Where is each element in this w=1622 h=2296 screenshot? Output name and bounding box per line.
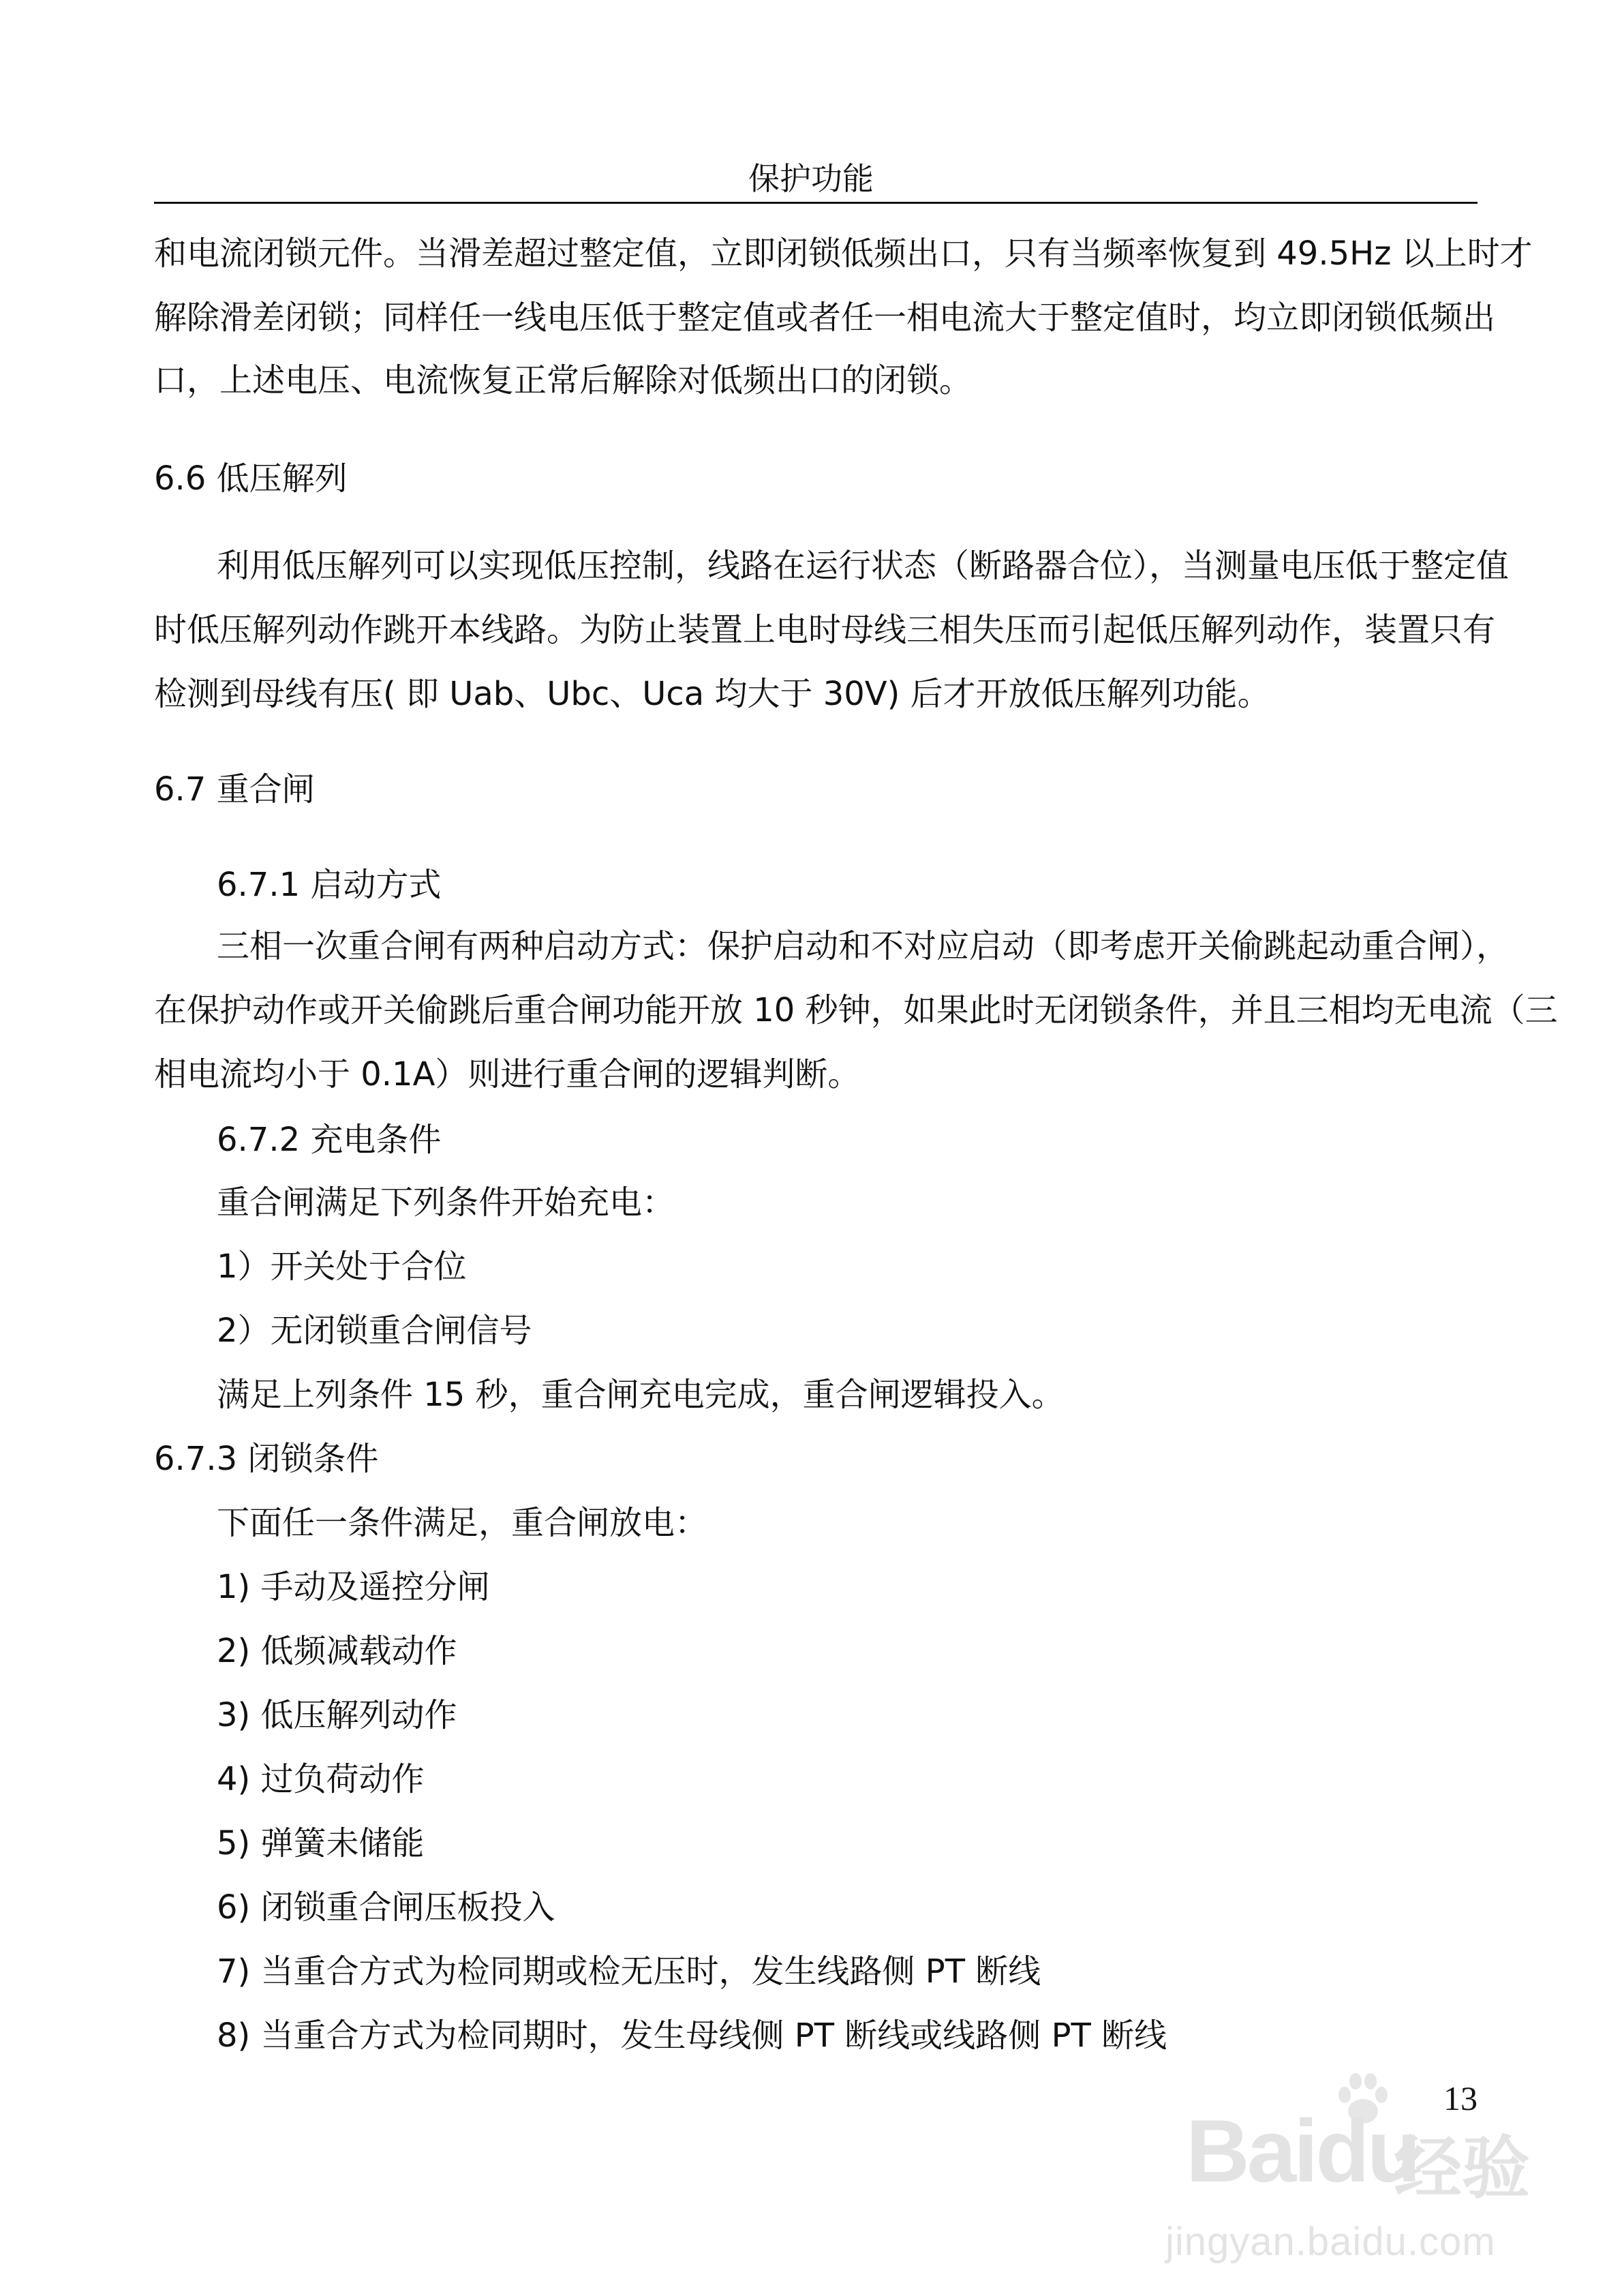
paragraph-line: 利用低压解列可以实现低压控制，线路在运行状态（断路器合位），当测量电压低于整定值 [217,547,1510,585]
list-item: 1) 手动及遥控分闸 [217,1568,490,1606]
list-item: 5) 弹簧未储能 [217,1824,425,1862]
paragraph-line: 口，上述电压、电流恢复正常后解除对低频出口的闭锁。 [154,361,973,399]
page-number: 13 [1443,2079,1478,2117]
list-item: 2) 低频减载动作 [217,1632,457,1670]
watermark-brand-cn: 经验 [1394,2128,1530,2208]
list-item: 8) 当重合方式为检同期时，发生母线侧 PT 断线或线路侧 PT 断线 [217,2016,1167,2055]
header-divider [154,202,1478,204]
watermark-brand-du: du [1315,2101,1419,2201]
page-header-title: 保护功能 [748,160,874,197]
list-item: 4) 过负荷动作 [217,1760,425,1798]
list-item: 3) 低压解列动作 [217,1696,457,1734]
paragraph-line: 下面任一条件满足，重合闸放电： [217,1504,708,1542]
list-item: 2）无闭锁重合闸信号 [217,1312,532,1350]
paragraph-line: 三相一次重合闸有两种启动方式：保护启动和不对应启动（即考虑开关偷跳起动重合闸）， [217,927,1510,965]
watermark-url: jingyan.baidu.com [1165,2220,1496,2264]
paragraph-line: 检测到母线有压( 即 Uab、Ubc、Uca 均大于 30V) 后才开放低压解列功能。 [154,675,1270,713]
list-item: 6) 闭锁重合闸压板投入 [217,1888,555,1927]
list-item: 1）开关处于合位 [217,1248,467,1286]
subsection-heading: 6.7.3 闭锁条件 [154,1440,379,1478]
paragraph-line: 满足上列条件 15 秒，重合闸充电完成，重合闸逻辑投入。 [217,1376,1065,1414]
paragraph-line: 在保护动作或开关偷跳后重合闸功能开放 10 秒钟，如果此时无闭锁条件，并且三相均无电流（三 [154,991,1558,1029]
subsection-heading: 6.7.2 充电条件 [217,1121,442,1159]
watermark-brand [1186,2100,1418,2202]
watermark-brand-bai: Bai [1186,2101,1316,2201]
section-heading: 6.6 低压解列 [154,459,348,498]
paragraph-line: 相电流均小于 0.1A）则进行重合闸的逻辑判断。 [154,1055,861,1093]
section-heading: 6.7 重合闸 [154,770,315,809]
list-item: 7) 当重合方式为检同期或检无压时，发生线路侧 PT 断线 [217,1952,1041,1991]
subsection-heading: 6.7.1 启动方式 [217,866,442,904]
paragraph-line: 重合闸满足下列条件开始充电： [217,1183,675,1222]
paragraph-line: 和电流闭锁元件。当滑差超过整定值，立即闭锁低频出口，只有当频率恢复到 49.5Hz 以上时才 [154,235,1533,273]
paragraph-line: 解除滑差闭锁；同样任一线电压低于整定值或者任一相电流大于整定值时，均立即闭锁低频出 [154,299,1496,337]
paragraph-line: 时低压解列动作跳开本线路。为防止装置上电时母线三相失压而引起低压解列动作，装置只有 [154,611,1496,649]
